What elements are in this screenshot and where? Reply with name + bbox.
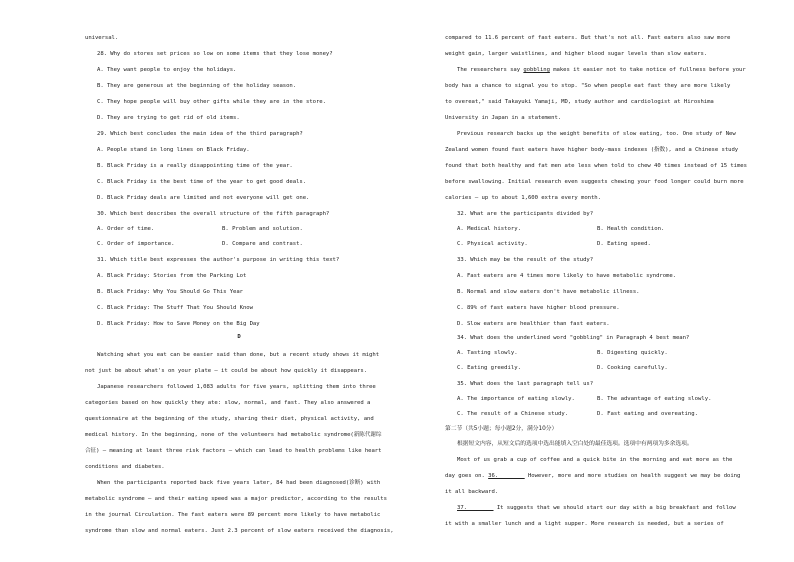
passage-line: Watching what you eat can be easier said than done, but a recent study shows it might xyxy=(97,352,380,358)
passage-line: found that both healthy and fat men ate less when told to chew 40 times instead of 15 times xyxy=(445,163,747,169)
blank-37[interactable]: 37.________ xyxy=(457,505,494,511)
question-30: 30. Which best describes the overall structure of the fifth paragraph? xyxy=(97,211,330,217)
passage-line-37 xyxy=(457,505,736,512)
passage-line: metabolic syndrome — and their eating speed was a major predictor, according to the results xyxy=(85,496,387,502)
section2-instructions: 根据短文内容，从短文后的选项中选出能填入空白处的最佳选项。选项中有两项为多余选项。 xyxy=(457,441,693,447)
option-32c: C. Physical activity. xyxy=(457,241,528,247)
option-34c: C. Eating greedily. xyxy=(457,365,521,371)
option-35d: D. Fast eating and overeating. xyxy=(597,411,699,417)
passage-line: University in Japan in a statement. xyxy=(445,115,562,121)
question-29: 29. Which best concludes the main idea of the third paragraph? xyxy=(97,131,303,137)
option-34b: B. Digesting quickly. xyxy=(597,350,668,356)
option-29d: D. Black Friday deals are limited and not everyone will get one. xyxy=(97,195,310,201)
section-letter: D xyxy=(237,334,241,340)
passage-line-36 xyxy=(445,473,740,480)
option-34a: A. Tasting slowly. xyxy=(457,350,518,356)
option-30b: B. Problem and solution. xyxy=(222,226,303,232)
question-28: 28. Why do stores set prices so low on some items that they lose money? xyxy=(97,51,333,57)
passage-line: compared to 11.6 percent of fast eaters. But that's not all. Fast eaters also saw more xyxy=(445,35,731,41)
text-line: universal. xyxy=(85,35,119,41)
option-33a: A. Fast eaters are 4 times more likely to have metabolic syndrome. xyxy=(457,273,676,279)
passage-line: weight gain, larger waistlines, and higher blood sugar levels than slow eaters. xyxy=(445,51,708,57)
passage-line: Japanese researchers followed 1,083 adults for five years, splitting them into three xyxy=(97,384,376,390)
option-34d: D. Cooking carefully. xyxy=(597,365,668,371)
option-31c: C. Black Friday: The Stuff That You Should Know xyxy=(97,305,253,311)
option-32b: B. Health condition. xyxy=(597,226,665,232)
passage-line-gobbling xyxy=(457,67,746,74)
option-35b: B. The advantage of eating slowly. xyxy=(597,396,712,402)
passage-line: to overeat," said Takayuki Yamaji, MD, study author and cardiologist at Hiroshima xyxy=(445,99,714,105)
text-fragment: It suggests that we should start our day with a big breakfast and follow xyxy=(493,505,736,511)
option-35a: A. The importance of eating slowly. xyxy=(457,396,575,402)
passage-line: not just be about what's on your plate — it could be about how quickly it disappears. xyxy=(85,368,368,374)
passage-line: conditions and diabetes. xyxy=(85,464,165,470)
question-33: 33. Which may be the result of the study? xyxy=(457,257,594,263)
underlined-word: gobbling xyxy=(523,67,550,73)
question-34: 34. What does the underlined word "gobbling" in Paragraph 4 best mean? xyxy=(457,335,690,341)
passage-line: Previous research backs up the weight benefits of slow eating, too. One study of New xyxy=(457,131,736,137)
question-35: 35. What does the last paragraph tell us? xyxy=(457,381,594,387)
option-31b: B. Black Friday: Why You Should Go This Year xyxy=(97,289,243,295)
section2-title: 第二节（共5小题；每小题2分，满分10分） xyxy=(445,426,558,432)
passage-line: in the journal Circulation. The fast eaters were 89 percent more likely to have metabolic xyxy=(85,512,381,518)
option-33b: B. Normal and slow eaters don't have metabolic illness. xyxy=(457,289,640,295)
option-29a: A. People stand in long lines on Black Friday. xyxy=(97,147,250,153)
passage-line: medical history. In the beginning, none of the volunteers had metabolic syndrome(新陈代谢综 xyxy=(85,432,382,438)
option-28c: C. They hope people will buy other gifts while they are in the store. xyxy=(97,99,326,105)
option-32a: A. Medical history. xyxy=(457,226,521,232)
option-30d: D. Compare and contrast. xyxy=(222,241,303,247)
option-29b: B. Black Friday is a really disappointing time of the year. xyxy=(97,163,293,169)
option-28b: B. They are generous at the beginning of the holiday season. xyxy=(97,83,297,89)
text-fragment: day goes on. xyxy=(445,473,489,479)
passage-line: When the participants reported back five years later, 84 had been diagnosed(诊断) with xyxy=(97,480,381,486)
passage-line: it with a smaller lunch and a light supper. More research is needed, but a series of xyxy=(445,521,724,527)
passage-line: syndrome than slow and normal eaters. Just 2.3 percent of slow eaters received the diagnosis, xyxy=(85,528,394,534)
passage-line: before swallowing. Initial research even suggests chewing your food longer could burn more xyxy=(445,179,744,185)
question-31: 31. Which title best expresses the author's purpose in writing this text? xyxy=(97,257,340,263)
passage-line: categories based on how quickly they ate: slow, normal, and fast. They also answered a xyxy=(85,400,371,406)
option-32d: D. Eating speed. xyxy=(597,241,651,247)
passage-line: body has a chance to signal you to stop. "So when people eat fast they are more likely xyxy=(445,83,731,89)
option-28d: D. They are trying to get rid of old items. xyxy=(97,115,240,121)
passage-line: Most of us grab a cup of coffee and a quick bite in the morning and eat more as the xyxy=(457,457,733,463)
option-33c: C. 89% of fast eaters have higher blood pressure. xyxy=(457,305,620,311)
option-33d: D. Slow eaters are healthier than fast eaters. xyxy=(457,321,610,327)
passage-line: 合征) — meaning at least three risk factors — which can lead to health problems like heart xyxy=(85,448,382,454)
option-30a: A. Order of time. xyxy=(97,226,155,232)
blank-36[interactable]: 36.________ xyxy=(488,473,525,479)
option-31a: A. Black Friday: Stories from the Parking Lot xyxy=(97,273,247,279)
text-fragment: However, more and more studies on health suggest we may be doing xyxy=(524,473,741,479)
option-29c: C. Black Friday is the best time of the year to get good deals. xyxy=(97,179,307,185)
text-fragment: The researchers say xyxy=(457,67,524,73)
passage-line: Zealand women found fast eaters have higher body-mass indexes (指数), and a Chinese study xyxy=(445,147,739,153)
passage-line: calories — up to about 1,600 extra every month. xyxy=(445,195,601,201)
option-35c: C. The result of a Chinese study. xyxy=(457,411,569,417)
passage-line: questionnaire at the beginning of the study, sharing their diet, physical activity, and xyxy=(85,416,374,422)
question-32: 32. What are the participants divided by? xyxy=(457,211,594,217)
option-31d: D. Black Friday: How to Save Money on the Big Day xyxy=(97,321,260,327)
passage-line: it all backward. xyxy=(445,489,499,495)
option-28a: A. They want people to enjoy the holidays. xyxy=(97,67,237,73)
text-fragment: makes it easier not to take notice of fullness before your xyxy=(549,67,746,73)
option-30c: C. Order of importance. xyxy=(97,241,175,247)
